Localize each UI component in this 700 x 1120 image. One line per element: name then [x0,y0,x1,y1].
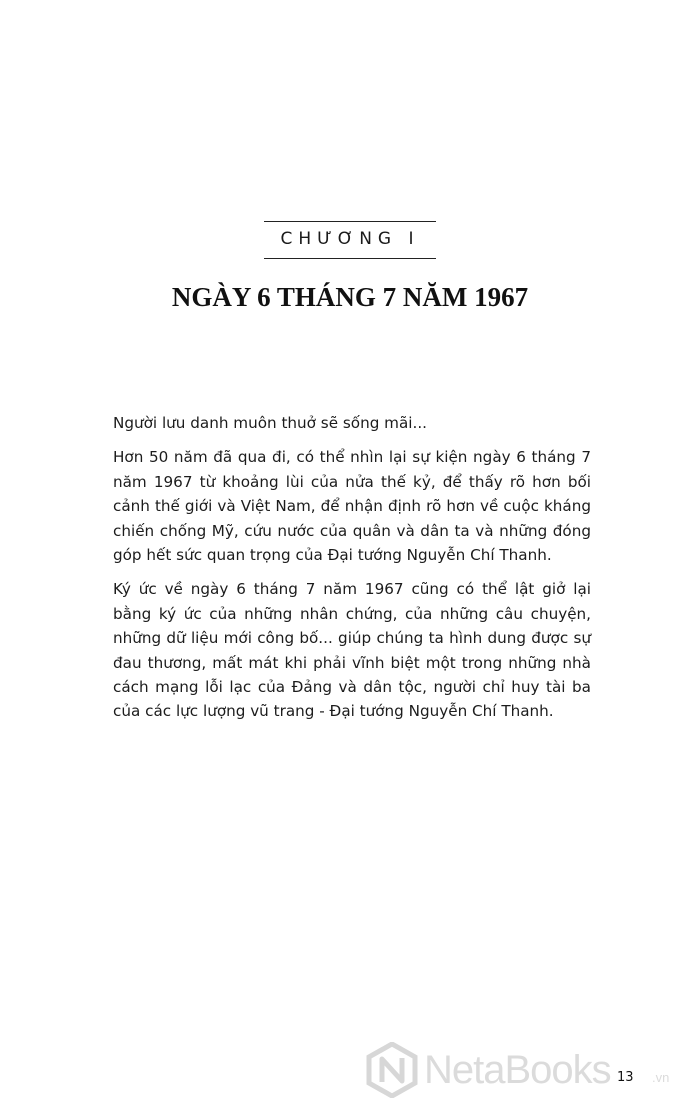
page-number: 13 [617,1070,634,1085]
chapter-title: NGÀY 6 THÁNG 7 NĂM 1967 [171,282,529,312]
paragraph-2: Hơn 50 năm đã qua đi, có thể nhìn lại sự kiện ngày 6 tháng 7 năm 1967 từ khoảng lùi của nửa thế kỷ, để thấy rõ hơn bối cảnh thế giới và Việt Nam, để nhận định rõ hơn về cuộc kháng chiến chống Mỹ, cứu nước của quân và dân ta và những đóng góp hết sức quan trọng của Đại tướng Nguyễn Chí Thanh. [113,448,591,565]
watermark-suffix: .vn [652,1070,670,1085]
body-text [113,411,591,734]
watermark-brand: NetaBooks [424,1048,611,1092]
chapter-rule-bottom [264,258,436,259]
netabooks-logo-icon [366,1042,418,1098]
chapter-rule-top [264,221,436,222]
paragraph-1: Người lưu danh muôn thuở sẽ sống mãi... [113,414,427,432]
chapter-label: CHƯƠNG I [280,229,420,249]
paragraph-3: Ký ức về ngày 6 tháng 7 năm 1967 cũng có thể lật giở lại bằng ký ức của những nhân chứng, của những câu chuyện, những dữ liệu mới công bố... giúp chúng ta hình dung được sự đau thương, mất mát khi phải vĩnh biệt một trong những nhà cách mạng lỗi lạc của Đảng và dân tộc, người chỉ huy tài ba của các lực lượng vũ trang - Đại tướng Nguyễn Chí Thanh. [113,580,591,721]
